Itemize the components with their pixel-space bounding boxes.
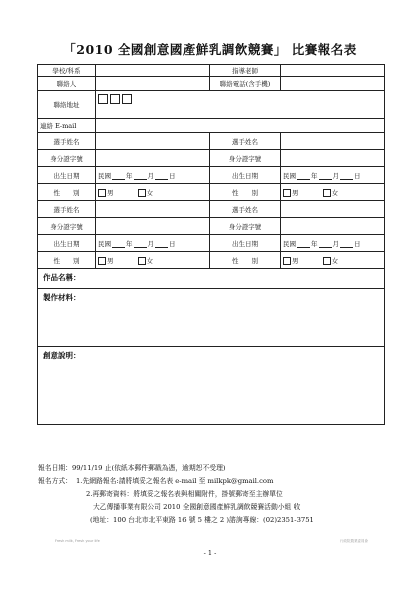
player2-id-label: 身分證字號 (210, 150, 281, 167)
phone-label: 聯絡電話(含手機) (210, 77, 281, 91)
registration-notes (38, 462, 314, 527)
player4-id-field[interactable] (281, 218, 385, 235)
player4-birth-field[interactable]: 民國 年 月 日 (281, 235, 385, 252)
registration-form-table (37, 64, 385, 425)
creative-description-field[interactable] (38, 347, 385, 425)
materials-field[interactable] (38, 289, 385, 347)
player4-name-label: 選手姓名 (210, 201, 281, 218)
address-label: 聯絡地址 (38, 91, 96, 119)
player1-name-field[interactable] (96, 133, 210, 150)
organizer-note: 大乙傳播事業有限公司 2010 全國創意國產鮮乳調飲競賽活動小組 收 (93, 503, 301, 511)
player2-gender-field: 男 女 (281, 184, 385, 201)
page-number: - 1 - (203, 549, 217, 557)
male-checkbox[interactable] (283, 189, 291, 197)
postal-code-box[interactable] (122, 94, 132, 104)
work-name-label: 作品名稱： (43, 273, 81, 282)
player2-id-field[interactable] (281, 150, 385, 167)
female-checkbox[interactable] (138, 189, 146, 197)
form-title: 「2010 全國創意國產鮮乳調飲競賽」 比賽報名表 (63, 42, 357, 57)
player2-birth-label: 出生日期 (210, 167, 281, 184)
footer-slogan: Fresh milk, Fresh your life (55, 539, 100, 543)
player4-birth-label: 出生日期 (210, 235, 281, 252)
male-checkbox[interactable] (283, 257, 291, 265)
player2-name-field[interactable] (281, 133, 385, 150)
advisor-label: 指導老師 (210, 65, 281, 77)
footer-agency: 行政院農業委員會 (340, 539, 368, 543)
player2-name-label: 選手姓名 (210, 133, 281, 150)
creative-label: 創意說明： (43, 351, 81, 360)
contact-label: 聯絡人 (38, 77, 96, 91)
male-checkbox[interactable] (98, 189, 106, 197)
advisor-field[interactable] (281, 65, 385, 77)
player1-birth-field[interactable]: 民國 年 月 日 (96, 167, 210, 184)
female-checkbox[interactable] (323, 257, 331, 265)
player3-gender-field: 男 女 (96, 252, 210, 269)
male-checkbox[interactable] (98, 257, 106, 265)
phone-field[interactable] (281, 77, 385, 91)
player3-name-field[interactable] (96, 201, 210, 218)
player1-birth-label: 出生日期 (38, 167, 96, 184)
player1-gender-field: 男 女 (96, 184, 210, 201)
school-field[interactable] (96, 65, 210, 77)
player1-id-field[interactable] (96, 150, 210, 167)
player4-gender-field: 男 女 (281, 252, 385, 269)
female-checkbox[interactable] (138, 257, 146, 265)
method-note (38, 475, 314, 488)
player3-id-label: 身分證字號 (38, 218, 96, 235)
postal-code-box[interactable] (98, 94, 108, 104)
player1-gender-label: 性 別 (38, 184, 96, 201)
player2-birth-field[interactable]: 民國 年 月 日 (281, 167, 385, 184)
player4-gender-label: 性 別 (210, 252, 281, 269)
player3-id-field[interactable] (96, 218, 210, 235)
player3-birth-label: 出生日期 (38, 235, 96, 252)
player3-birth-field[interactable]: 民國 年 月 日 (96, 235, 210, 252)
method-label: 報名方式： (38, 477, 72, 485)
school-label: 學校/科系 (38, 65, 96, 77)
player3-name-label: 選手姓名 (38, 201, 96, 218)
postal-code-box[interactable] (110, 94, 120, 104)
address-field[interactable] (96, 91, 385, 119)
work-name-field[interactable] (38, 269, 385, 289)
contact-field[interactable] (96, 77, 210, 91)
organizer-address: (地址：100 台北市北平東路 16 號 5 樓之 2 )諮詢專線：(02)2351-3751 (90, 516, 314, 524)
player1-name-label: 選手姓名 (38, 133, 96, 150)
female-checkbox[interactable] (323, 189, 331, 197)
email-field[interactable] (96, 119, 385, 133)
player3-gender-label: 性 別 (38, 252, 96, 269)
deadline-note: 報名日期：99/11/19 止(依紙本郵件郵戳為憑，逾期恕不受理) (38, 464, 226, 472)
method-step-2: 2.再郵寄資料：將填妥之報名表與相關附件，掛號郵寄至主辦單位 (86, 490, 283, 498)
method-step-1: 1.先網路報名:請將填妥之報名表 e-mail 至 milkpk@gmail.com (75, 477, 274, 485)
player4-id-label: 身分證字號 (210, 218, 281, 235)
email-label: 連絡 E-mail (38, 119, 96, 133)
player1-id-label: 身分證字號 (38, 150, 96, 167)
player4-name-field[interactable] (281, 201, 385, 218)
player2-gender-label: 性 別 (210, 184, 281, 201)
materials-label: 製作材料： (43, 293, 81, 302)
